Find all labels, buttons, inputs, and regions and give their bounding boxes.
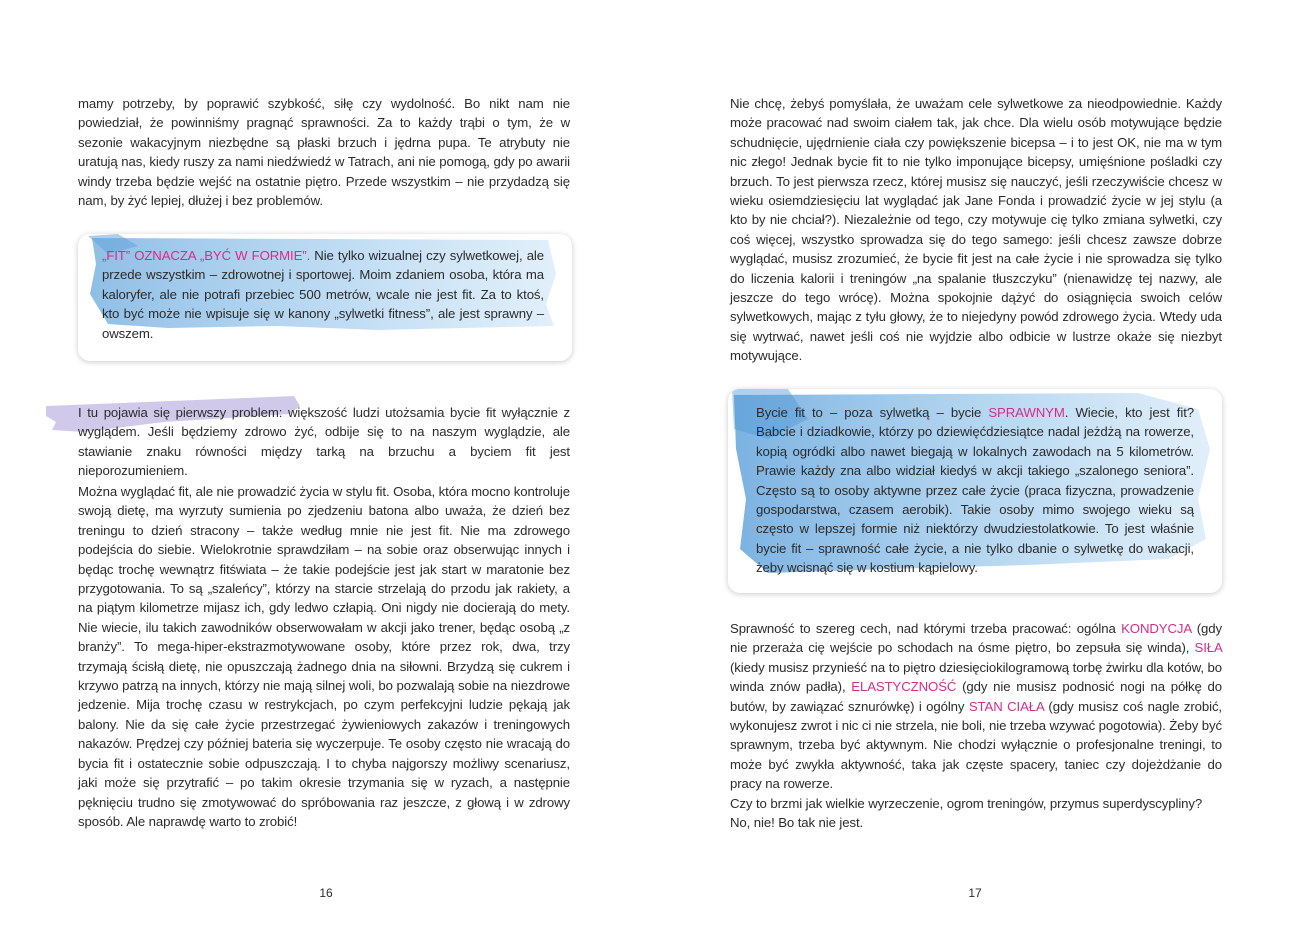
callout-body: Nie tylko wizualnej czy sylwetkowej, ale przede wszystkim – zdrowotnej i sportowej. Moim zdaniem osoba, która ma kaloryfer, ale nie potrafi przebiec 500 metrów, wcale nie jest fit. Za to ktoś, kto być może nie wpisuje się w kanony „sylwetki fitness”, ale jest sprawny – owszem. xyxy=(102,248,544,341)
page-number-left: 16 xyxy=(319,886,333,900)
keyword-stan-ciala: STAN CIAŁA xyxy=(968,698,1044,714)
page-number-right: 17 xyxy=(968,886,982,900)
left-paragraph-2: I tu pojawia się pierwszy problem: większość ludzi utożsamia bycie fit wyłącznie z wyglądem. Jeśli będziemy zdrowo żyć, odbije się to na naszym wyglądzie, ale stawianie znaku równości między tarką na brzuchu a byciem fit jest nieporozumieniem. xyxy=(78,405,570,479)
text-run: (gdy nie musisz podnosić nogi na półkę do butów, by zawiązać sznurówkę) i ogólny xyxy=(730,679,1222,714)
right-paragraph-2 xyxy=(730,619,1222,794)
keyword-kondycja: KONDYCJA xyxy=(1121,621,1192,636)
text-run: (kiedy musisz przynieść na to piętro dziesięciokilogramową torbę żwirku dla kotów, bo winda znów padła), xyxy=(730,659,1222,695)
callout-body-start: Bycie fit to – poza sylwetką – bycie xyxy=(756,405,989,420)
left-callout-box xyxy=(78,234,572,361)
callout-highlight: „FIT” OZNACZA „BYĆ W FORMIE”. xyxy=(102,248,311,263)
left-paragraph-1: mamy potrzeby, by poprawić szybkość, siłę czy wydolność. Bo nikt nam nie powiedział, że powinniśmy pragnąć sprawności. Za to każdy trąbi o tym, że w sezonie wakacyjnym niezbędne są płaski brzuch i jędrna pupa. Te atrybuty nie uratują nas, kiedy ruszy za nami niedźwiedź w Tatrach, ani nie pomogą, gdy po awarii windy trzeba będzie wejść na ostatnie piętro. Przede wszystkim – nie przydadzą się nam, by żyć lepiej, dłużej i bez problemów. xyxy=(78,96,570,209)
keyword-sila: SIŁA xyxy=(1194,640,1222,656)
right-callout-text xyxy=(756,403,1194,578)
keyword-elastycznosc: ELASTYCZNOŚĆ xyxy=(851,679,957,695)
text-run: Sprawność to szereg cech, nad którymi trzeba pracować: ogólna xyxy=(730,621,1122,636)
right-page xyxy=(650,0,1300,945)
right-callout-box xyxy=(728,389,1222,593)
right-paragraph-1: Nie chcę, żebyś pomyślała, że uważam cele sylwetkowe za nieodpowiednie. Każdy może pracować nad swoim ciałem tak, jak chce. Dla wielu osób motywujące będzie schudnięcie, ujędrnienie ciała czy powiększenie bicepsa – i to jest OK, nie ma w tym nic złego! Jednak bycie fit to nie tylko imponujące bicepsy, umięśnione pośladki czy brzuch. To jest pierwsza rzecz, której musisz się nauczyć, jeśli rzeczywiście chcesz w wieku osiemdziesięciu lat wyglądać jak Jane Fonda i prowadzić życie w jej stylu (a kto by nie chciał?). Niezależnie od tego, czy motywuje cię tylko zmiana sylwetki, czy coś więcej, wszystko sprowadza się do tego samego: jeśli chcesz zawsze dobrze wyglądać, musisz zrozumieć, że bycie fit jest na całe życie i nie sprowadza się tylko do liczenia kalorii i treningów „na spalanie tłuszczyku” (nienawidzę tej nazwy, ale jeszcze do tego wrócę). Można spokojnie dążyć do osiągnięcia swoich celów sylwetkowych, mając z tyłu głowy, że to niejedyny powód zdrowego życia. Wtedy uda się wytrwać, nawet jeśli coś nie wyjdzie albo odbicie w lustrze okaże się niezbyt motywujące. xyxy=(730,96,1222,364)
left-paragraph-3: Można wyglądać fit, ale nie prowadzić życia w stylu fit. Osoba, która mocno kontroluje swoją dietę, ma wyrzuty sumienia po zjedzeniu batona albo uważa, że dzień bez treningu to dzień stracony – także według mnie nie jest fit. Nie ma zdrowego podejścia do siebie. Wielokrotnie sprawdziłam – na sobie oraz obserwując innych i będąc trochę wewnątrz fitświata – że takie podejście jest jak start w maratonie bez przygotowania. To są „szaleńcy”, którzy na starcie strzelają do przodu jak rakiety, a na piątym kilometrze mijasz ich, gdy ledwo człapią. Oni nigdy nie docierają do mety. Nie wiecie, ilu takich zawodników obserwowałam w akcji jako trener, będąc osobą „z branży”. To mega-hiper-ekstrazmotywowane osoby, które przez rok, dwa, trzy trzymają ścisłą dietę, nie opuszczają żadnego dnia na siłowni. Brzydzą się cukrem i krzywo patrzą na innych, którzy nie mają silnej woli, bo pozwalają sobie na niezdrowe jedzenie. Mija trochę czasu w restrykcjach, po czym perfekcyjni ludzie pękają jak balony. Nie da się całe życie przestrzegać żywieniowych zakazów i treningowych nakazów. Prędzej czy później bateria się wyczerpuje. Te osoby często nie wracają do bycia fit i ostatecznie sobie odpuszczają. I to chyba najgorszy możliwy scenariusz, jaki może się przytrafić – po takim okresie trzymania się w ryzach, a następnie pęknięciu trudno się zmotywować do spróbowania raz jeszcze, z głową i w zdrowy sposób. Ale naprawdę warto to zrobić! xyxy=(78,484,570,829)
left-callout-text xyxy=(102,246,544,343)
right-paragraph-3: Czy to brzmi jak wielkie wyrzeczenie, ogrom treningów, przymus superdyscypliny? No, nie! Bo tak nie jest. xyxy=(730,796,1203,831)
text-run: (gdy nie przeraża cię wejście po schodach na ósme piętro, bo zepsuła się winda), xyxy=(730,621,1222,656)
text-run: (gdy musisz coś nagle zrobić, wykonujesz zwrot i nic ci nie strzela, nie boli, nie trzeba wzywać pogotowia). Żeby być sprawnym, trzeba być aktywnym. Nie chodzi wyłącznie o profesjonalne treningi, to może być zwykła aktywność, taka jak częste spacery, taniec czy dojeżdżanie do pracy na rowerze. xyxy=(730,698,1223,792)
callout-highlight: SPRAWNYM xyxy=(988,405,1065,420)
callout-body-end: . Wiecie, kto jest fit? Babcie i dziadkowie, którzy po dziewięćdziesiątce nadal jeżdżą na rowerze, kopią ogródki albo nawet biegają w lokalnych zawodach na 5 kilometrów. Prawie każdy zna albo widział kiedyś w akcji takiego „szalonego seniora”. Często są to osoby aktywne przez całe życie (praca fizyczna, prowadzenie gospodarstwa, czasem aerobik). Takie osoby mimo swojego wieku są często w lepszej formie niż niektórzy dwudziestolatkowie. To jest właśnie bycie fit – sprawność całe życie, a nie tylko dbanie o sylwetkę do wakacji, żeby wcisnąć się w kostium kąpielowy. xyxy=(756,405,1194,576)
